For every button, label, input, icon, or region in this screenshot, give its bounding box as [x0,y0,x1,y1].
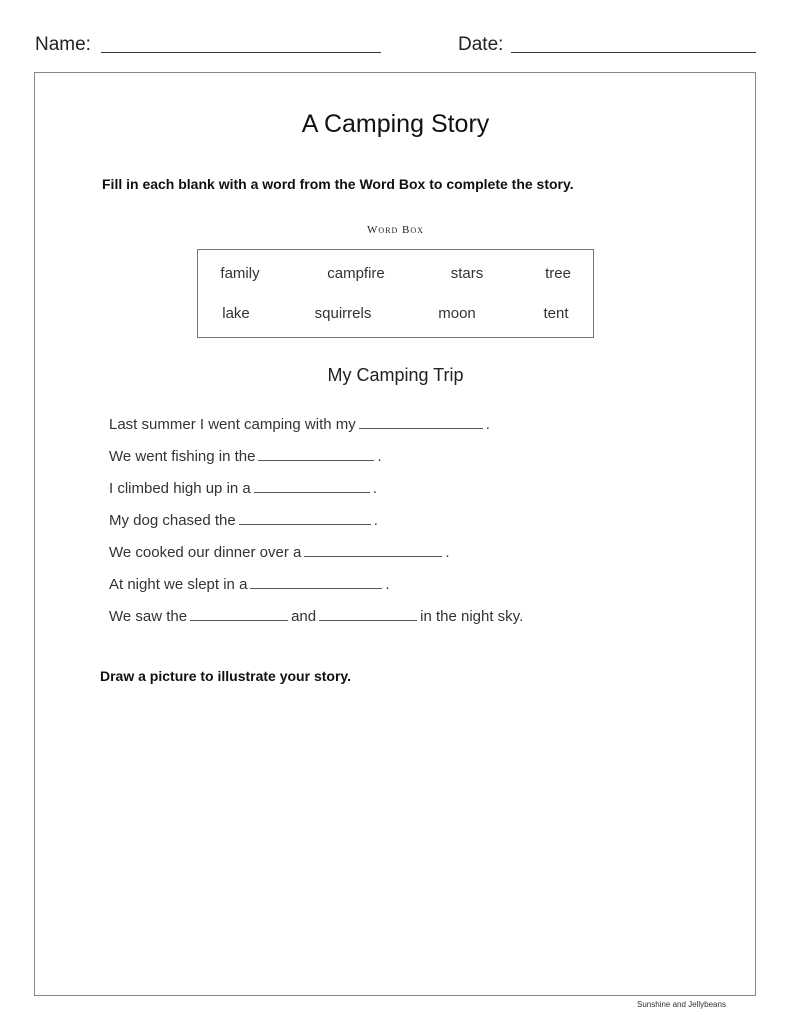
answer-blank[interactable] [239,512,371,525]
word-box-label: Word Box [367,224,424,236]
worksheet-frame [34,72,756,996]
story-sentence [109,480,377,497]
word-item: lake [222,305,250,322]
answer-blank[interactable] [304,544,442,557]
answer-blank[interactable] [319,608,417,621]
story-title: My Camping Trip [327,365,464,385]
page-title: A Camping Story [301,110,490,138]
sentence-text: and [291,608,317,625]
draw-instruction: Draw a picture to illustrate your story. [100,668,352,684]
sentence-end: in the night sky. [420,608,524,625]
date-label: Date: [458,34,504,55]
word-item: moon [438,305,476,322]
sentence-text: Last summer I went camping with my [109,416,356,433]
sentence-end: . [372,480,377,497]
sentence-end: . [485,416,490,433]
story-sentence [109,416,490,433]
story-sentence [109,448,382,465]
name-field[interactable] [101,52,381,53]
word-item: squirrels [314,305,372,322]
sentence-end: . [445,544,450,561]
word-item: campfire [327,265,385,282]
sentence-text: We cooked our dinner over a [109,544,302,561]
story-sentence [109,608,523,625]
word-item: tent [543,305,569,322]
story-sentence [109,512,378,529]
answer-blank[interactable] [250,576,382,589]
answer-blank[interactable] [190,608,288,621]
footer-credit: Sunshine and Jellybeans [637,1000,726,1009]
sentence-text: At night we slept in a [109,576,248,593]
word-box [197,249,594,338]
story-sentence [109,576,390,593]
sentence-text: We saw the [109,608,188,625]
word-item: stars [450,265,484,282]
name-label: Name: [35,34,91,55]
answer-blank[interactable] [254,480,370,493]
story-sentence [109,544,450,561]
answer-blank[interactable] [258,448,374,461]
date-field[interactable] [511,52,756,53]
instruction-text: Fill in each blank with a word from the Word Box to complete the story. [102,176,574,192]
sentence-text: We went fishing in the [109,448,256,465]
sentence-end: . [377,448,382,465]
sentence-text: My dog chased the [109,512,236,529]
answer-blank[interactable] [359,416,483,429]
word-item: family [220,265,260,282]
word-item: tree [545,265,571,282]
sentence-text: I climbed high up in a [109,480,251,497]
sentence-end: . [385,576,390,593]
sentence-end: . [373,512,378,529]
